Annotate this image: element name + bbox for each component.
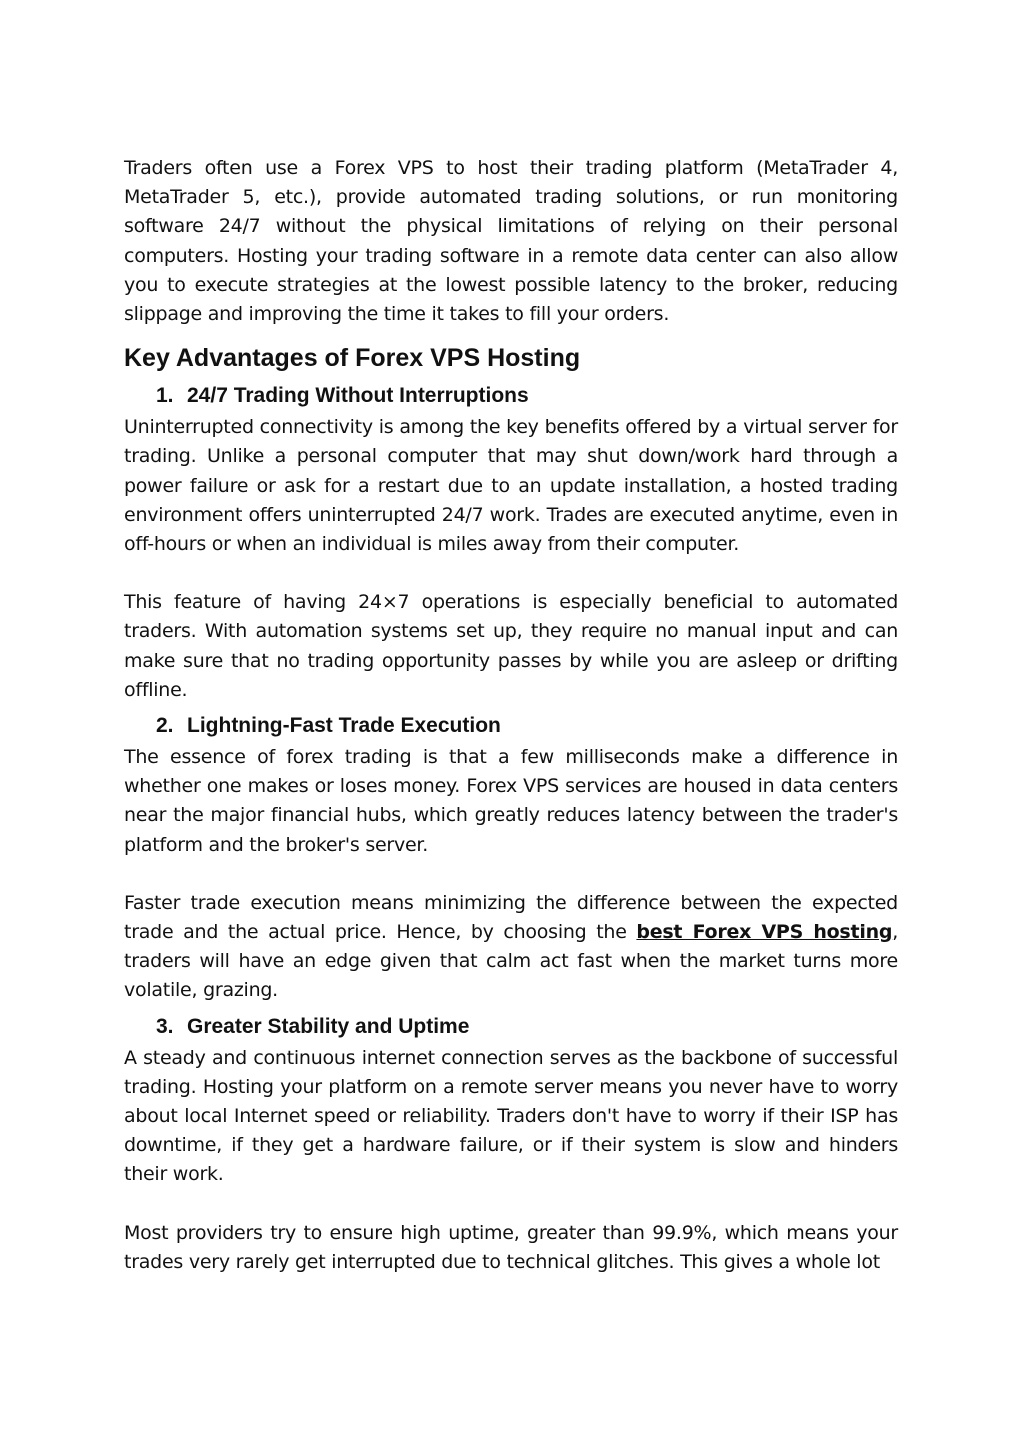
- item-2-heading: [156, 711, 898, 741]
- item-3-paragraph-2: Most providers try to ensure high uptime, greater than 99.9%, which means your trades very rarely get interrupted due to technical glitches. This gives a whole lot: [124, 1221, 898, 1273]
- item-3-title: Greater Stability and Uptime: [187, 1014, 470, 1038]
- item-2-p2-after: , traders will have an edge given that calm act fast when the market turns more volatile, grazing.: [124, 921, 898, 1002]
- item-2-paragraph-1: The essence of forex trading is that a few milliseconds make a difference in whether one makes or loses money. Forex VPS services are housed in data centers near the major financial hubs, which greatly reduces latency between the trader's platform and the broker's server.: [124, 746, 898, 856]
- item-3-paragraph-1: A steady and continuous internet connection serves as the backbone of successful trading. Hosting your platform on a remote server means you never have to worry about local Internet speed or reliability. Traders don't have to worry if their ISP has downtime, if they get a hardware failure, or if their system is slow and hinders their work.: [124, 1046, 898, 1186]
- item-2-paragraph-2: [124, 889, 898, 1006]
- item-1-paragraph-2: This feature of having 24×7 operations is especially beneficial to automated traders. With automation systems set up, they require no manual input and can make sure that no trading opportunity passes by while you are asleep or drifting offline.: [124, 591, 898, 701]
- item-3-heading: [156, 1012, 898, 1042]
- item-1-number: 1.: [156, 384, 174, 408]
- item-2-number: 2.: [156, 714, 174, 738]
- document-page: [124, 154, 898, 1277]
- best-forex-vps-link[interactable]: best Forex VPS hosting: [636, 921, 893, 944]
- section-title: Key Advantages of Forex VPS Hosting: [124, 344, 581, 373]
- item-1-heading: [156, 381, 898, 411]
- intro-paragraph: Traders often use a Forex VPS to host their trading platform (MetaTrader 4, MetaTrader 5, etc.), provide automated trading solutions, or run monitoring software 24/7 without the physical limitations of relying on their personal computers. Hosting your trading software in a remote data center can also allow you to execute strategies at the lowest possible latency to the broker, reducing slippage and improving the time it takes to fill your orders.: [124, 157, 898, 326]
- item-1-paragraph-1: Uninterrupted connectivity is among the key benefits offered by a virtual server for trading. Unlike a personal computer that may shut down/work hard through a power failure or ask for a restart due to an update installation, a hosted trading environment offers uninterrupted 24/7 work. Trades are executed anytime, even in off-hours or when an individual is miles away from their computer.: [124, 416, 898, 556]
- item-1-title: 24/7 Trading Without Interruptions: [187, 384, 529, 408]
- item-3-number: 3.: [156, 1014, 174, 1038]
- item-2-title: Lightning-Fast Trade Execution: [187, 714, 501, 738]
- item-2-p2-before: Faster trade execution means minimizing the difference between the expected trade and the actual price. Hence, by choosing the: [124, 891, 898, 944]
